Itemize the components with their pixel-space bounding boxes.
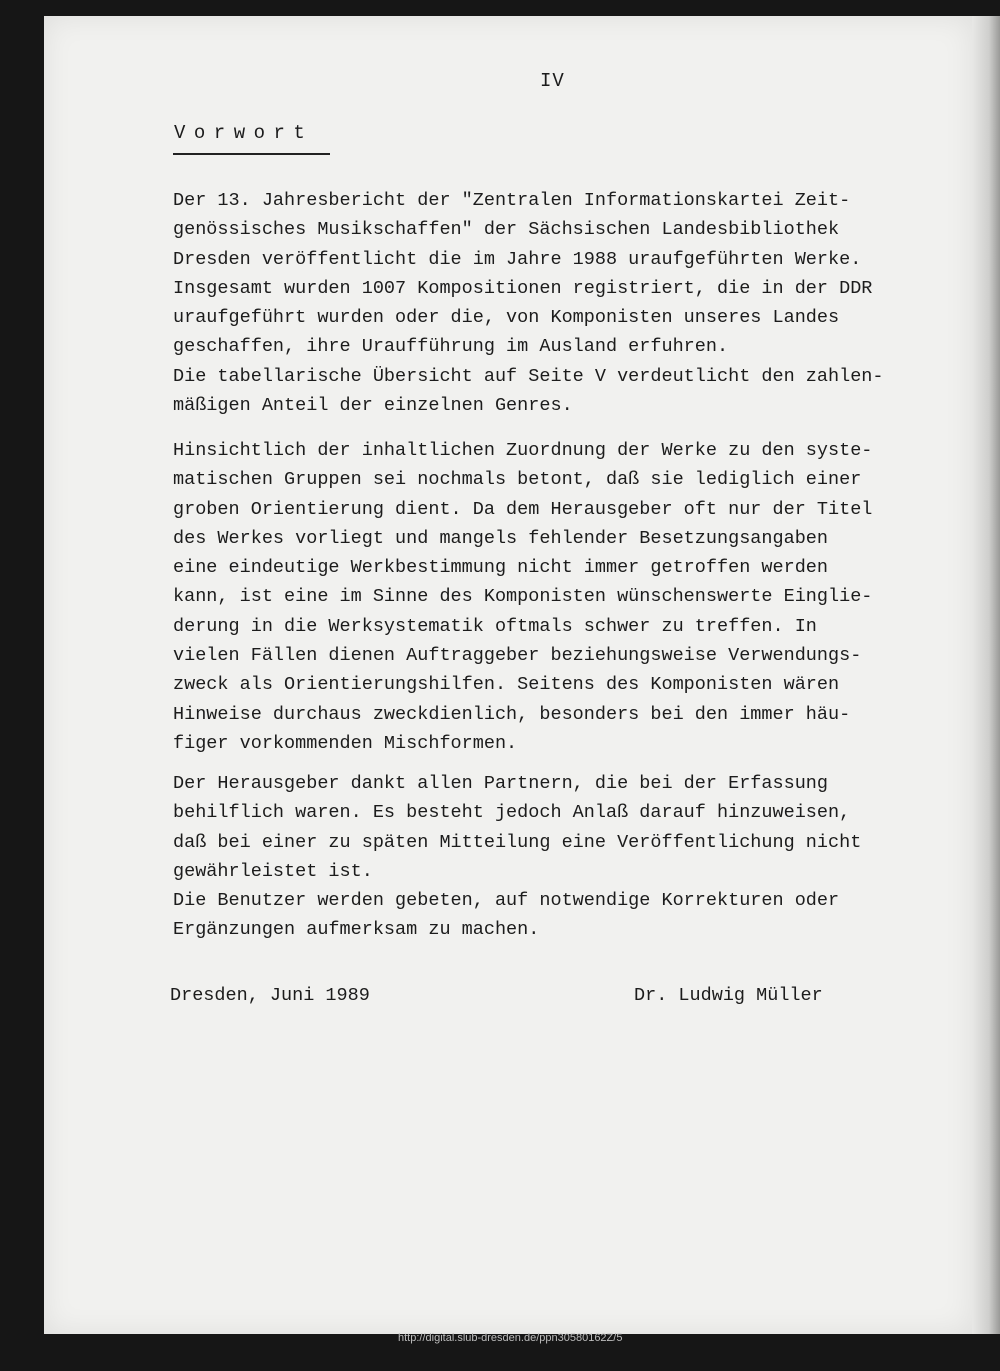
- paragraph-classification: [173, 436, 872, 758]
- signoff-author: Dr. Ludwig Müller: [634, 985, 823, 1006]
- text-line: geschaffen, ihre Uraufführung im Ausland erfuhren.: [173, 336, 729, 358]
- text-line: matischen Gruppen sei nochmals betont, daß sie lediglich einer: [173, 469, 862, 491]
- text-line: zweck als Orientierungshilfen. Seitens des Komponisten wären: [173, 674, 840, 696]
- text-line: Dresden veröffentlicht die im Jahre 1988 uraufgeführten Werke.: [173, 248, 862, 270]
- signoff-place-date: Dresden, Juni 1989: [170, 985, 370, 1006]
- text-line: des Werkes vorliegt und mangels fehlender Besetzungsangaben: [173, 527, 829, 549]
- section-heading: Vorwort: [174, 122, 314, 144]
- text-line: vielen Fällen dienen Auftraggeber beziehungsweise Verwendungs-: [173, 645, 862, 667]
- text-line: Der Herausgeber dankt allen Partnern, die bei der Erfassung: [173, 773, 829, 794]
- text-line: Ergänzungen aufmerksam zu machen.: [173, 919, 540, 941]
- text-line: gewährleistet ist.: [173, 860, 373, 882]
- heading-underline: [173, 153, 330, 155]
- text-line: behilflich waren. Es besteht jedoch Anlaß darauf hinzuweisen,: [173, 802, 851, 824]
- source-url[interactable]: http://digital.slub-dresden.de/ppn30580162Z/5: [398, 1332, 623, 1344]
- text-line: figer vorkommenden Mischformen.: [173, 732, 518, 754]
- paragraph-acknowledgement: [173, 769, 861, 945]
- text-line: Die tabellarische Übersicht auf Seite V verdeutlicht den zahlen-: [173, 365, 884, 387]
- text-line: groben Orientierung dient. Da dem Herausgeber oft nur der Titel: [173, 498, 873, 520]
- text-line: Hinsichtlich der inhaltlichen Zuordnung der Werke zu den syste-: [173, 440, 873, 461]
- paragraph-intro: [173, 186, 884, 420]
- text-line: daß bei einer zu späten Mitteilung eine Veröffentlichung nicht: [173, 831, 862, 853]
- text-line: Der 13. Jahresbericht der "Zentralen Informationskartei Zeit-: [173, 190, 851, 211]
- text-line: mäßigen Anteil der einzelnen Genres.: [173, 395, 573, 417]
- text-line: kann, ist eine im Sinne des Komponisten wünschenswerte Einglie-: [173, 586, 873, 608]
- text-line: eine eindeutige Werkbestimmung nicht immer getroffen werden: [173, 557, 829, 579]
- text-line: Insgesamt wurden 1007 Kompositionen registriert, die in der DDR: [173, 277, 873, 299]
- text-line: uraufgeführt wurden oder die, von Komponisten unseres Landes: [173, 307, 840, 329]
- text-line: Die Benutzer werden gebeten, auf notwendige Korrekturen oder: [173, 890, 840, 912]
- text-line: derung in die Werksystematik oftmals schwer zu treffen. In: [173, 615, 817, 637]
- text-line: Hinweise durchaus zweckdienlich, besonders bei den immer häu-: [173, 703, 851, 725]
- text-line: genössisches Musikschaffen" der Sächsischen Landesbibliothek: [173, 219, 840, 241]
- page-edge: [972, 16, 1000, 1334]
- page-number: IV: [540, 70, 565, 92]
